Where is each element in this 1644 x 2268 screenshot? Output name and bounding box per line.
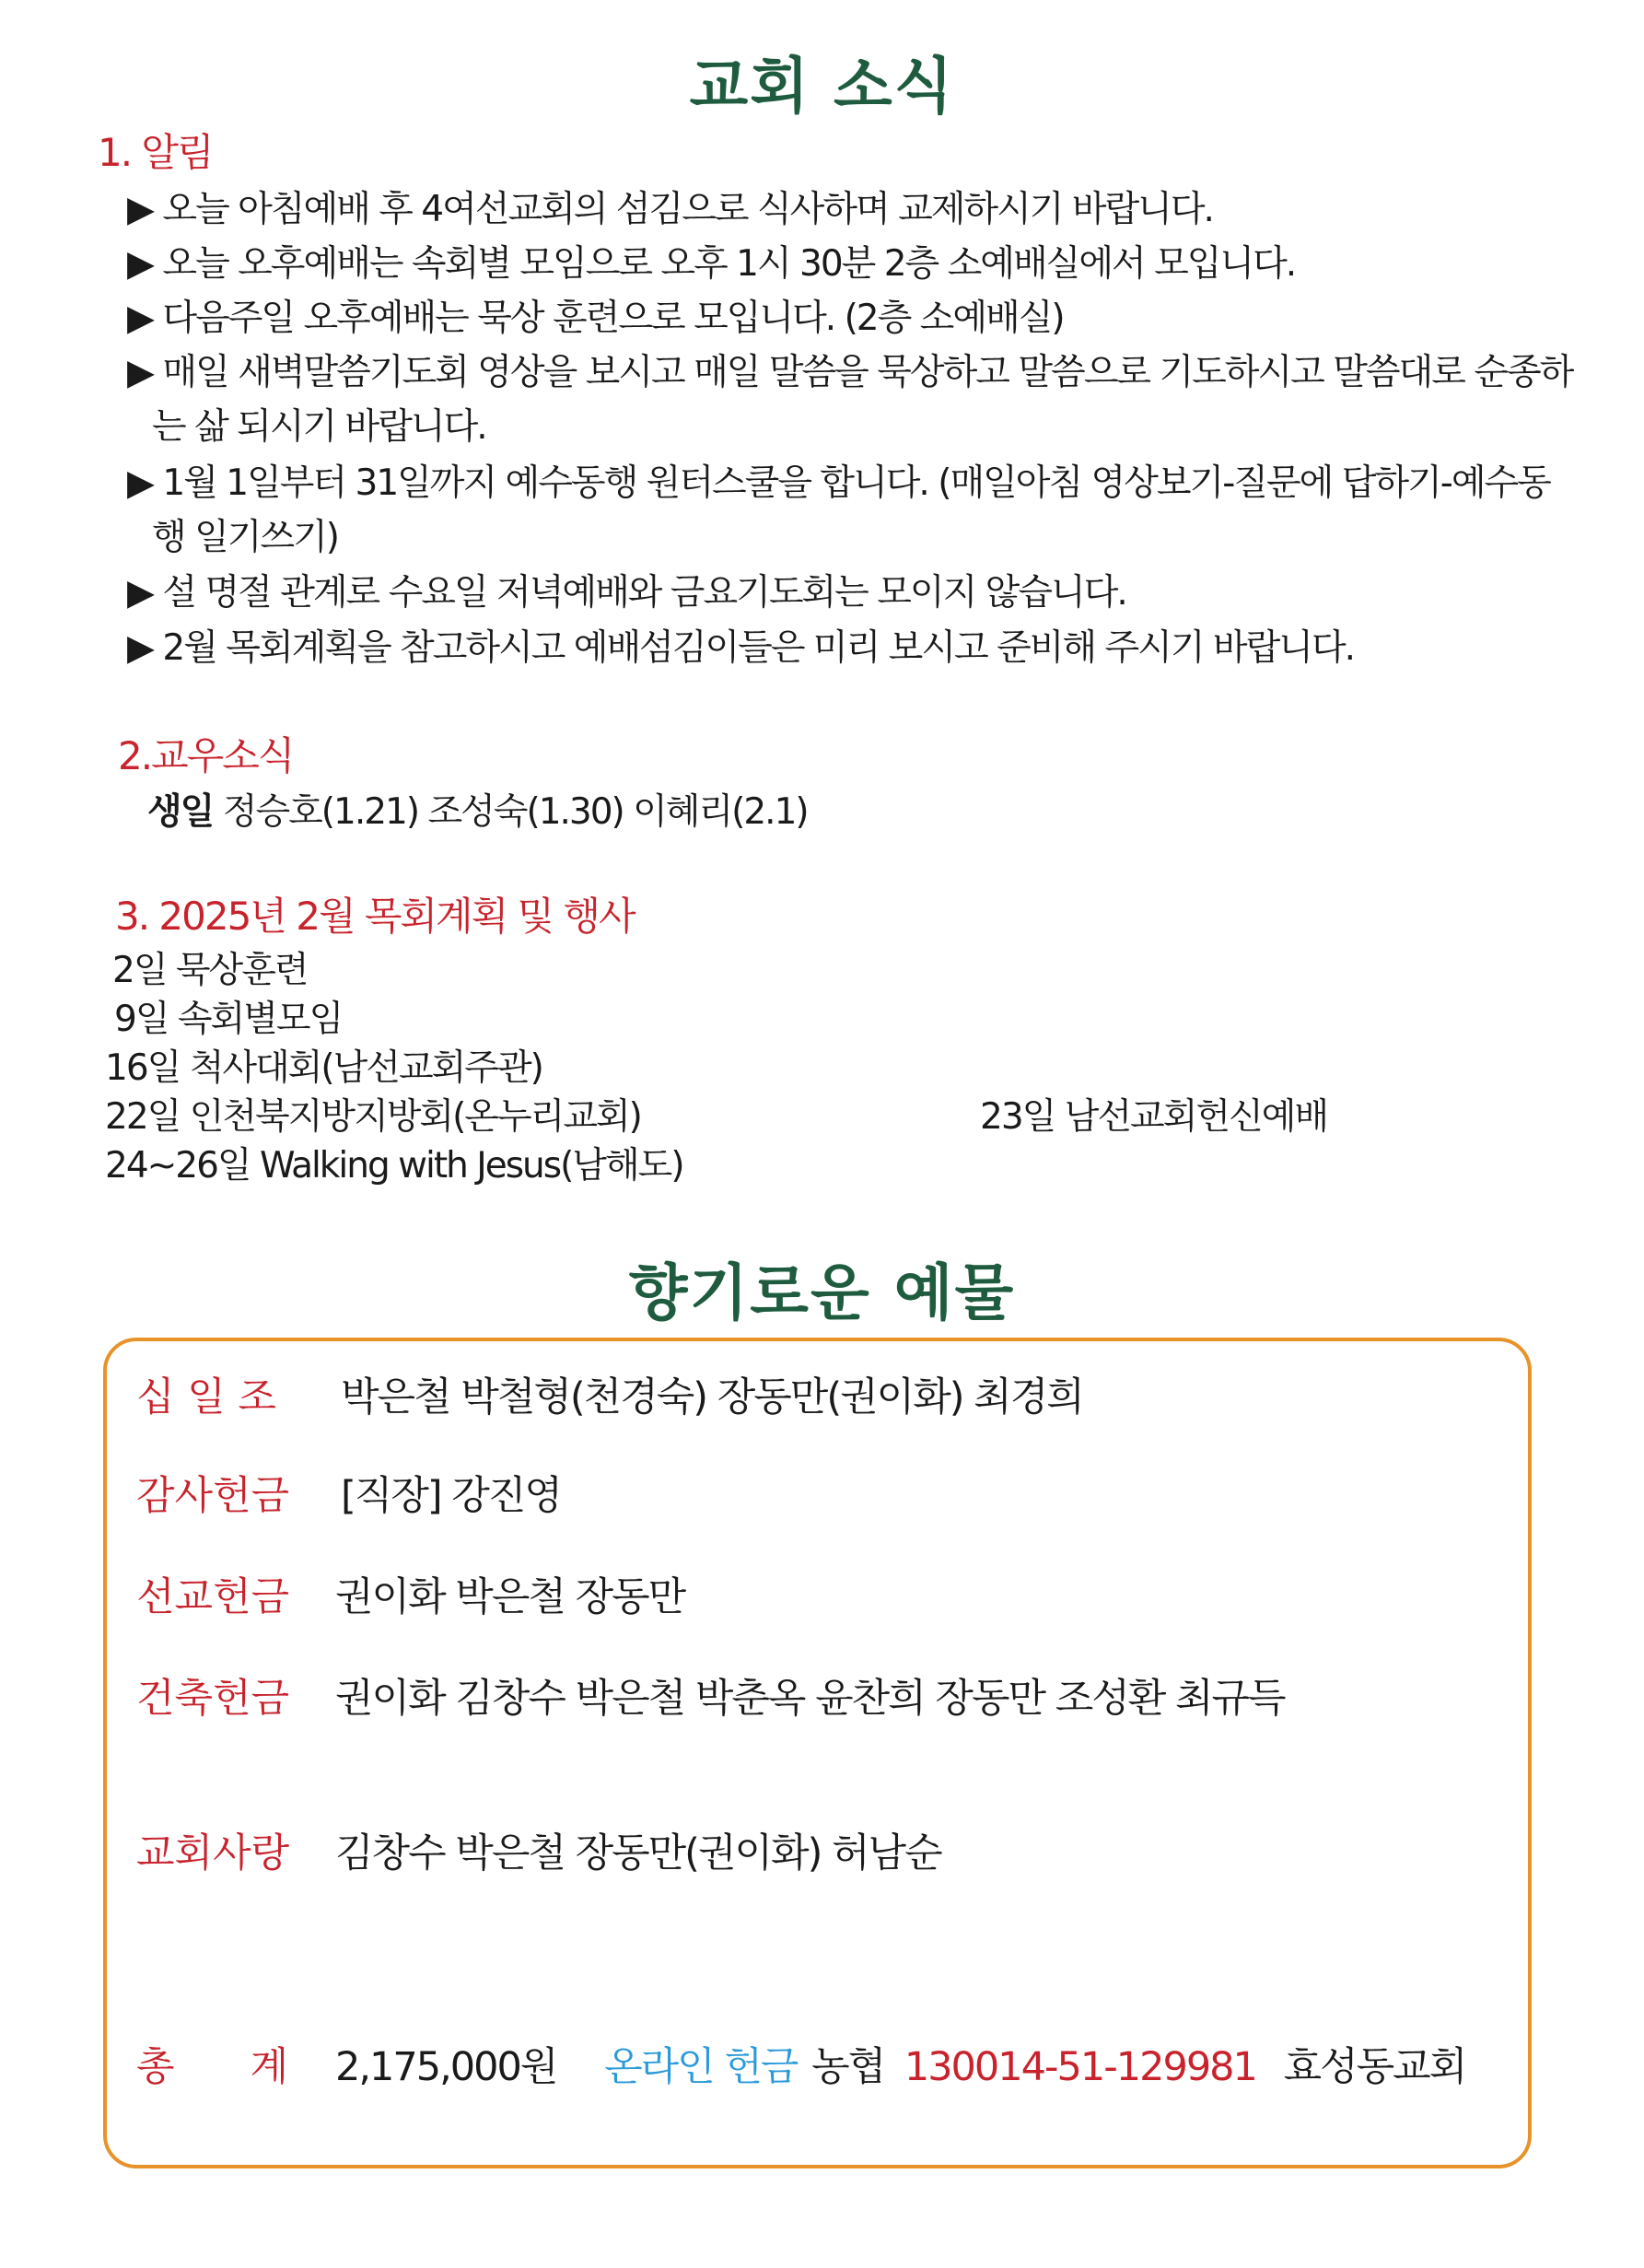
plan-item: 24~26일 Walking with Jesus(남해도) bbox=[105, 1145, 683, 1187]
birthday-line bbox=[147, 783, 808, 835]
offering-value: 권이화 박은철 장동만 bbox=[335, 1574, 685, 1620]
account-number: 130014-51-129981 bbox=[904, 2044, 1256, 2090]
offering-value: 권이화 김창수 박은철 박춘옥 윤찬희 장동만 조성환 최규득 bbox=[335, 1676, 1285, 1722]
offering-label: 감사헌금 bbox=[136, 1473, 290, 1519]
total-line bbox=[335, 2036, 1465, 2092]
offering-value: 김창수 박은철 장동만(권이화) 허남순 bbox=[335, 1830, 941, 1876]
offering-title: 향기로운 예물 bbox=[628, 1257, 1016, 1328]
notices-heading: 1. 알림 bbox=[98, 130, 213, 175]
notice-item-continuation: 행 일기쓰기) bbox=[152, 517, 338, 558]
total-label: 총 계 bbox=[136, 2044, 289, 2090]
plan-item: 22일 인천북지방지방회(온누리교회) bbox=[105, 1096, 641, 1138]
offering-label: 교회사랑 bbox=[136, 1830, 290, 1876]
offering-value: [직장] 강진영 bbox=[341, 1473, 561, 1519]
notice-item: ▶ 매일 새벽말씀기도회 영상을 보시고 매일 말씀을 묵상하고 말씀으로 기도하시고 말씀대로 순종하 bbox=[127, 352, 1573, 393]
notice-item: ▶ 2월 목회계획을 참고하시고 예배섬김이들은 미리 보시고 준비해 주시기 바랍니다. bbox=[127, 627, 1355, 669]
account-holder: 효성동교회 bbox=[1283, 2044, 1466, 2090]
members-heading: 2.교우소식 bbox=[118, 733, 294, 778]
online-label: 온라인 헌금 bbox=[604, 2044, 798, 2090]
notice-item: ▶ 1월 1일부터 31일까지 예수동행 원터스쿨을 합니다. (매일아침 영상보기-질문에 답하기-예수동 bbox=[127, 462, 1550, 504]
plan-item: 2일 묵상훈련 bbox=[112, 950, 308, 991]
offering-label: 십 일 조 bbox=[136, 1374, 276, 1420]
offering-label: 건축헌금 bbox=[136, 1676, 290, 1722]
notice-item: ▶ 설 명절 관계로 수요일 저녁예배와 금요기도회는 모이지 않습니다. bbox=[127, 572, 1126, 614]
plan-heading: 3. 2025년 2월 목회계획 및 행사 bbox=[115, 894, 635, 939]
bank-name: 농협 bbox=[811, 2044, 885, 2090]
total-value: 2,175,000원 bbox=[335, 2044, 557, 2090]
birthday-label: 생일 bbox=[147, 791, 214, 833]
notice-item: ▶ 오늘 오후예배는 속회별 모임으로 오후 1시 30분 2층 소예배실에서 모입니다. bbox=[127, 243, 1296, 285]
notice-item: ▶ 다음주일 오후예배는 묵상 훈련으로 모입니다. (2층 소예배실) bbox=[127, 298, 1064, 339]
page-title: 교회 소식 bbox=[689, 51, 955, 122]
notice-item: ▶ 오늘 아침예배 후 4여선교회의 섬김으로 식사하며 교제하시기 바랍니다. bbox=[127, 189, 1213, 230]
plan-item: 9일 속회별모임 bbox=[114, 999, 343, 1040]
offering-value: 박은철 박철형(천경숙) 장동만(권이화) 최경희 bbox=[341, 1374, 1083, 1420]
birthday-names: 정승호(1.21) 조성숙(1.30) 이혜리(2.1) bbox=[222, 791, 808, 833]
plan-item: 23일 남선교회헌신예배 bbox=[980, 1096, 1328, 1138]
plan-item: 16일 척사대회(남선교회주관) bbox=[105, 1047, 542, 1089]
notice-item-continuation: 는 삶 되시기 바랍니다. bbox=[152, 406, 486, 448]
offering-label: 선교헌금 bbox=[136, 1574, 290, 1620]
